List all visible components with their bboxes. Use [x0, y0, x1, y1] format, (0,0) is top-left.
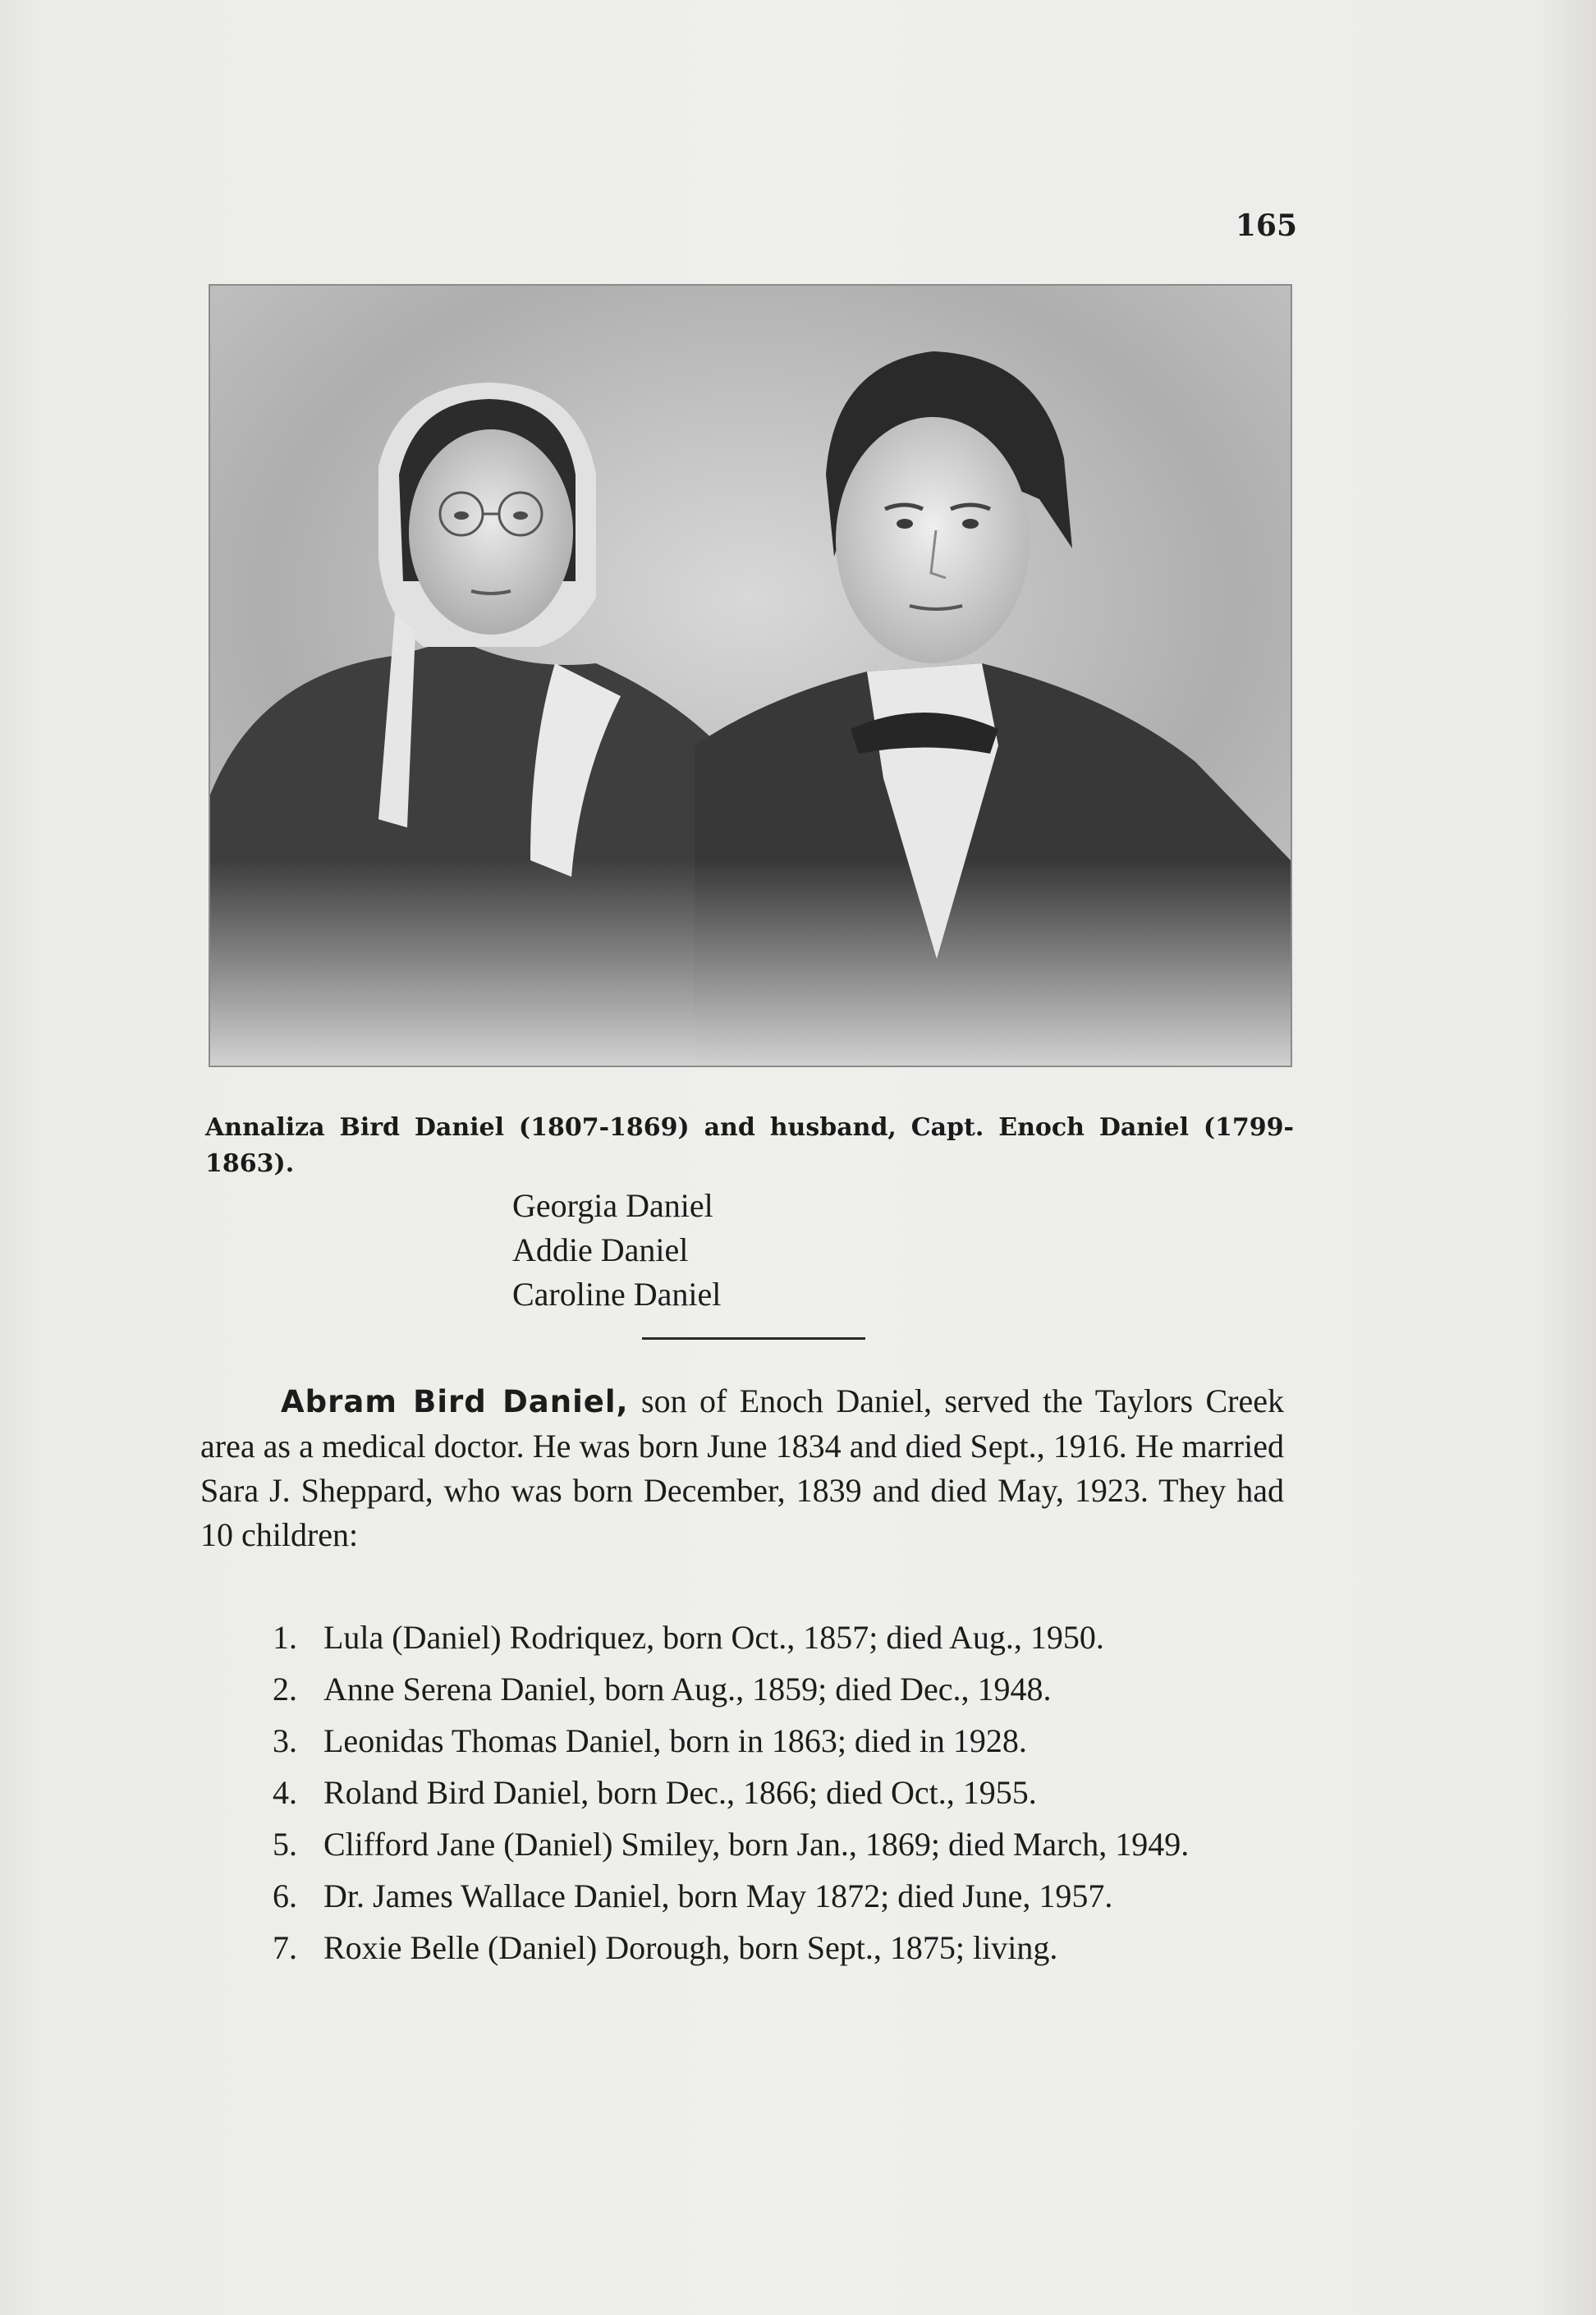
list-number: 6. [273, 1877, 297, 1914]
list-text: Lula (Daniel) Rodriquez, born Oct., 1857; died Aug., 1950. [323, 1619, 1104, 1656]
list-number: 1. [273, 1619, 297, 1656]
list-item [273, 1719, 1284, 1763]
name-item: Addie Daniel [512, 1231, 689, 1268]
bio-name: Abram Bird Daniel, [281, 1384, 629, 1419]
bio-paragraph [200, 1379, 1284, 1557]
list-item [273, 1667, 1284, 1712]
bio-text: son of Enoch Daniel, served the Taylors Creek area as a medical doctor. He was born June 1834 and died Sept., 1916. He married Sara J. Sheppard, who was born December, 1839 and died May, 1923. They had 10 children: [200, 1382, 1285, 1553]
list-item [273, 1616, 1284, 1660]
name-item: Georgia Daniel [512, 1187, 713, 1224]
list-item [273, 1926, 1284, 1970]
daughter-name-list [512, 1184, 721, 1317]
list-text: Roxie Belle (Daniel) Dorough, born Sept., 1875; living. [323, 1929, 1058, 1966]
page-number: 165 [1235, 209, 1297, 243]
list-text: Anne Serena Daniel, born Aug., 1859; died Dec., 1948. [323, 1671, 1052, 1708]
photo-caption: Annaliza Bird Daniel (1807-1869) and husband, Capt. Enoch Daniel (1799-1863). [205, 1113, 1294, 1178]
list-item [273, 1874, 1284, 1918]
list-text: Clifford Jane (Daniel) Smiley, born Jan., 1869; died March, 1949. [323, 1826, 1190, 1863]
list-number: 2. [273, 1671, 297, 1708]
list-text: Dr. James Wallace Daniel, born May 1872; died June, 1957. [323, 1877, 1113, 1914]
portrait-photo [209, 284, 1292, 1067]
list-number: 3. [273, 1722, 297, 1759]
list-text: Leonidas Thomas Daniel, born in 1863; died in 1928. [323, 1722, 1027, 1759]
section-divider [642, 1337, 865, 1340]
children-list [273, 1616, 1284, 1978]
list-number: 5. [273, 1826, 297, 1863]
list-item [273, 1771, 1284, 1815]
list-number: 4. [273, 1774, 297, 1811]
name-item: Caroline Daniel [512, 1276, 722, 1313]
list-number: 7. [273, 1929, 297, 1966]
list-item [273, 1822, 1284, 1867]
list-text: Roland Bird Daniel, born Dec., 1866; died Oct., 1955. [323, 1774, 1037, 1811]
